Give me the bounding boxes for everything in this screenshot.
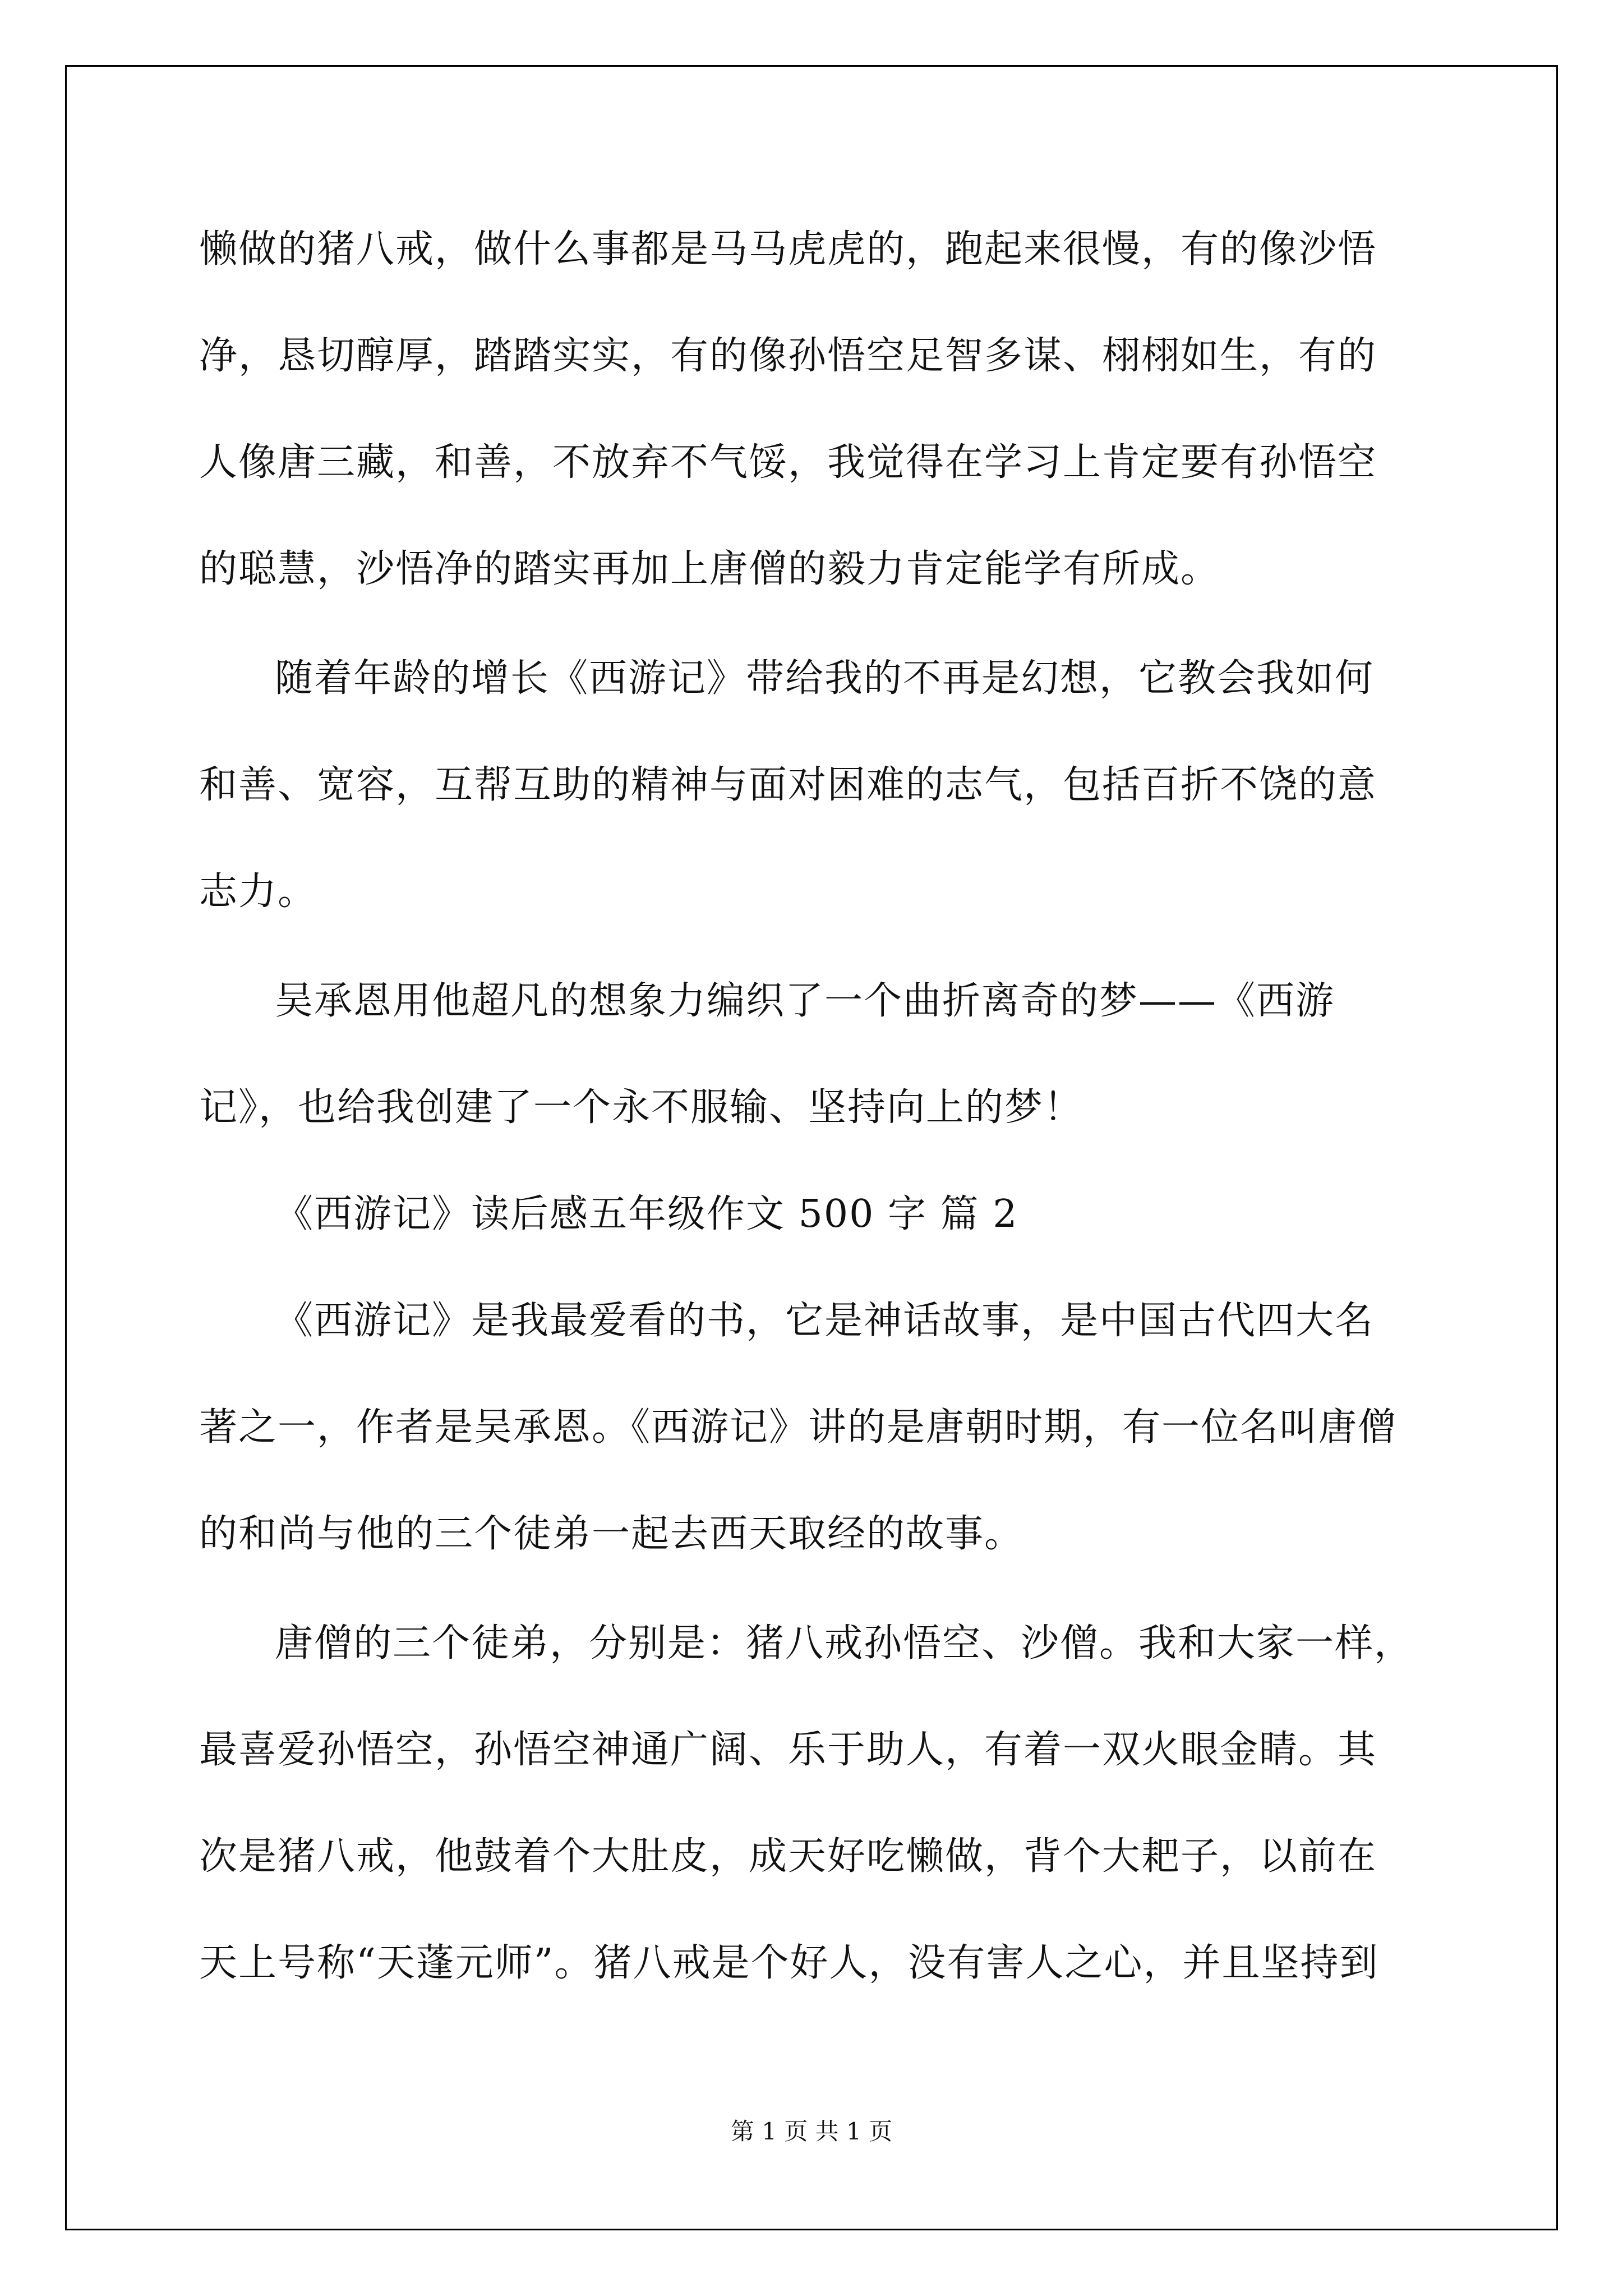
paragraph-line: 唐僧的三个徒弟，分别是：猪八戒孙悟空、沙僧。我和大家一样， — [275, 1621, 1414, 1665]
paragraph-line: 吴承恩用他超凡的想象力编织了一个曲折离奇的梦——《西游 — [275, 979, 1335, 1023]
paragraph-line: 的聪慧，沙悟净的踏实再加上唐僧的毅力肯定能学有所成。 — [199, 547, 1220, 591]
paragraph-line: 人像唐三藏，和善，不放弃不气馁，我觉得在学习上肯定要有孙悟空 — [199, 440, 1377, 485]
page-footer: 第 1 页 共 1 页 — [730, 2118, 893, 2145]
paragraph-line: 随着年龄的增长《西游记》带给我的不再是幻想，它教会我如何 — [275, 656, 1375, 701]
paragraph-line: 和善、宽容，互帮互助的精神与面对困难的志气，包括百折不饶的意 — [199, 763, 1377, 807]
section-heading: 《西游记》读后感五年级作文 500 字 篇 2 — [275, 1192, 1018, 1236]
paragraph-line: 记》，也给我创建了一个永不服输、坚持向上的梦！ — [199, 1085, 1083, 1130]
paragraph-line: 志力。 — [199, 869, 317, 914]
paragraph-line: 《西游记》是我最爱看的书，它是神话故事，是中国古代四大名 — [275, 1299, 1375, 1343]
paragraph-line: 最喜爱孙悟空，孙悟空神通广阔、乐于助人，有着一双火眼金睛。其 — [199, 1728, 1377, 1772]
paragraph-line: 次是猪八戒，他鼓着个大肚皮，成天好吃懒做，背个大耙子，以前在 — [199, 1834, 1377, 1879]
paragraph-line: 净，恳切醇厚，踏踏实实，有的像孙悟空足智多谋、栩栩如生，有的 — [199, 334, 1377, 378]
paragraph-line: 天上号称“天蓬元师”。猪八戒是个好人，没有害人之心，并且坚持到 — [199, 1941, 1379, 1985]
paragraph-line: 的和尚与他的三个徒弟一起去西天取经的故事。 — [199, 1512, 1024, 1556]
paragraph-line: 懒做的猪八戒，做什么事都是马马虎虎的，跑起来很慢，有的像沙悟 — [199, 227, 1377, 272]
page-border — [65, 65, 1558, 2230]
paragraph-line: 著之一，作者是吴承恩。《西游记》讲的是唐朝时期，有一位名叫唐僧 — [199, 1405, 1398, 1450]
